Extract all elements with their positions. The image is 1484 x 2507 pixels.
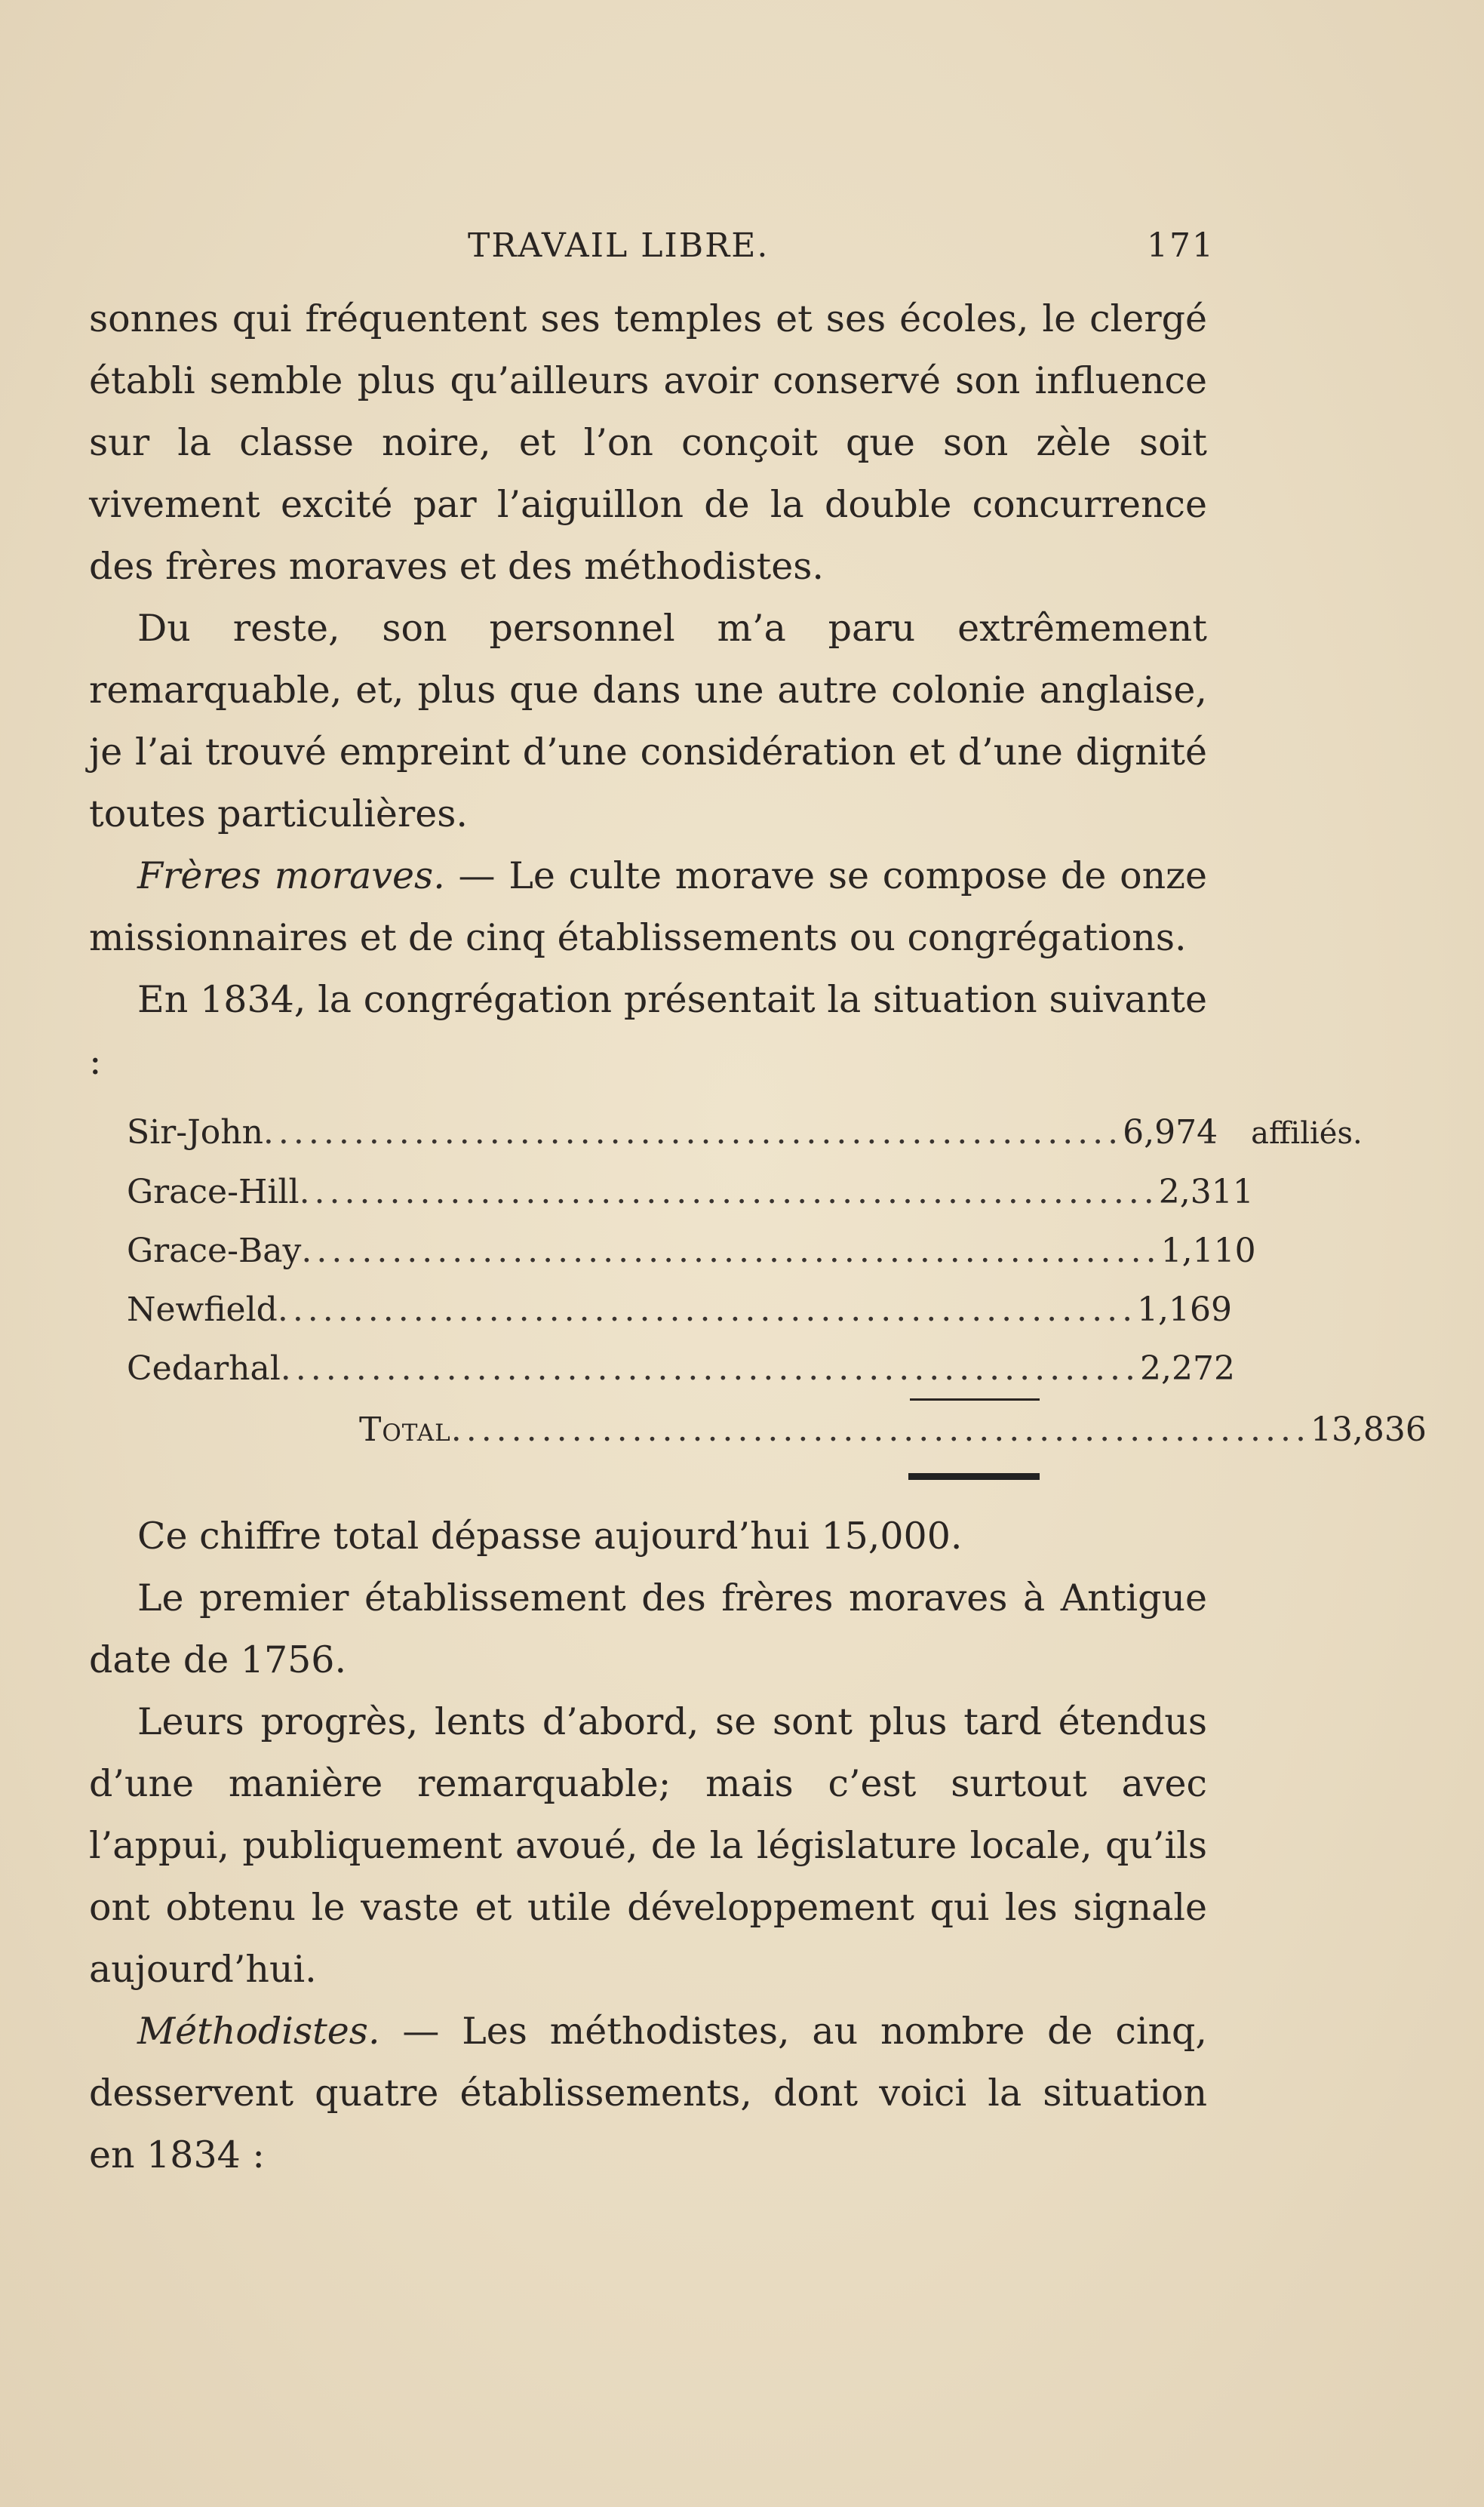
paragraph-intro-1834: En 1834, la congrégation présentait la situation suivante : xyxy=(89,978,1207,1083)
leader-dots: ......................................................... xyxy=(301,1232,1161,1270)
paragraph-moraves xyxy=(89,845,1207,969)
leader-dots: ......................................................... xyxy=(277,1290,1138,1329)
spacer xyxy=(89,1480,1207,1506)
methodistes-text: — Les méthodistes, au nombre de cinq, desservent quatre établissements, dont voici la situation en 1834 : xyxy=(89,2010,1207,2176)
page-number: 171 xyxy=(1147,226,1215,265)
page-body xyxy=(89,288,1427,2186)
row-name: Newfield xyxy=(127,1290,278,1329)
row-value: 1,110 xyxy=(1160,1232,1256,1270)
row-value: 1,169 xyxy=(1137,1290,1233,1329)
section-heading-moraves: Frères moraves. xyxy=(137,854,445,897)
leader-dots: ......................................................... xyxy=(263,1113,1123,1152)
table-row xyxy=(89,1340,1235,1398)
row-value: 6,974 xyxy=(1123,1113,1218,1152)
moraves-text: — Le culte morave se compose de onze missionnaires et de cinq établissements ou congrégations. xyxy=(89,854,1207,959)
paragraph: Le premier établissement des frères moraves à Antigue date de 1756. xyxy=(89,1576,1207,1681)
table-row xyxy=(89,1103,1363,1163)
leader-dots: ......................................................... xyxy=(299,1173,1159,1211)
table-total-row xyxy=(89,1401,1427,1460)
row-name: Grace-Bay xyxy=(127,1232,302,1270)
running-header xyxy=(0,226,1484,272)
row-unit: affiliés. xyxy=(1251,1116,1363,1151)
total-label: Total xyxy=(359,1410,451,1449)
section-heading-methodistes: Méthodistes. xyxy=(137,2010,380,2053)
table-row xyxy=(89,1222,1256,1281)
paragraph: sonnes qui fréquentent ses temples et ses écoles, le clergé établi semble plus qu’ailleurs avoir conservé son influence sur la classe noire, et l’on conçoit que son zèle soit vivement excité par l’aiguillon de la double concurrence des frères moraves et des méthodistes. xyxy=(89,297,1207,588)
row-name: Sir-John xyxy=(127,1113,263,1152)
leader-dots: ......................................................... xyxy=(280,1349,1141,1388)
congregation-table xyxy=(89,1103,1427,1480)
paragraph: Ce chiffre total dépasse aujourd’hui 15,000. xyxy=(137,1515,963,1558)
table-row xyxy=(89,1163,1254,1222)
closing-rule xyxy=(908,1473,1040,1480)
leader-dots: ......................................................... xyxy=(450,1410,1310,1449)
row-name: Grace-Hill xyxy=(127,1173,300,1211)
table-row xyxy=(89,1281,1233,1340)
paragraph: Leurs progrès, lents d’abord, se sont plus tard étendus d’une manière remarquable; mais c’est surtout avec l’appui, publiquement avoué, de la législature locale, qu’ils ont obtenu le vaste et utile développement qui les signale aujourd’hui. xyxy=(89,1700,1207,1991)
row-value: 2,311 xyxy=(1158,1173,1254,1211)
running-title: TRAVAIL LIBRE. xyxy=(468,226,770,265)
paragraph-methodistes xyxy=(89,2001,1207,2186)
paragraph: Du reste, son personnel m’a paru extrêmement remarquable, et, plus que dans une autre colonie anglaise, je l’ai trouvé empreint d’une considération et d’une dignité toutes particulières. xyxy=(89,607,1207,835)
row-value: 2,272 xyxy=(1140,1349,1235,1388)
row-name: Cedarhal xyxy=(127,1349,281,1388)
total-value: 13,836 xyxy=(1310,1410,1427,1449)
